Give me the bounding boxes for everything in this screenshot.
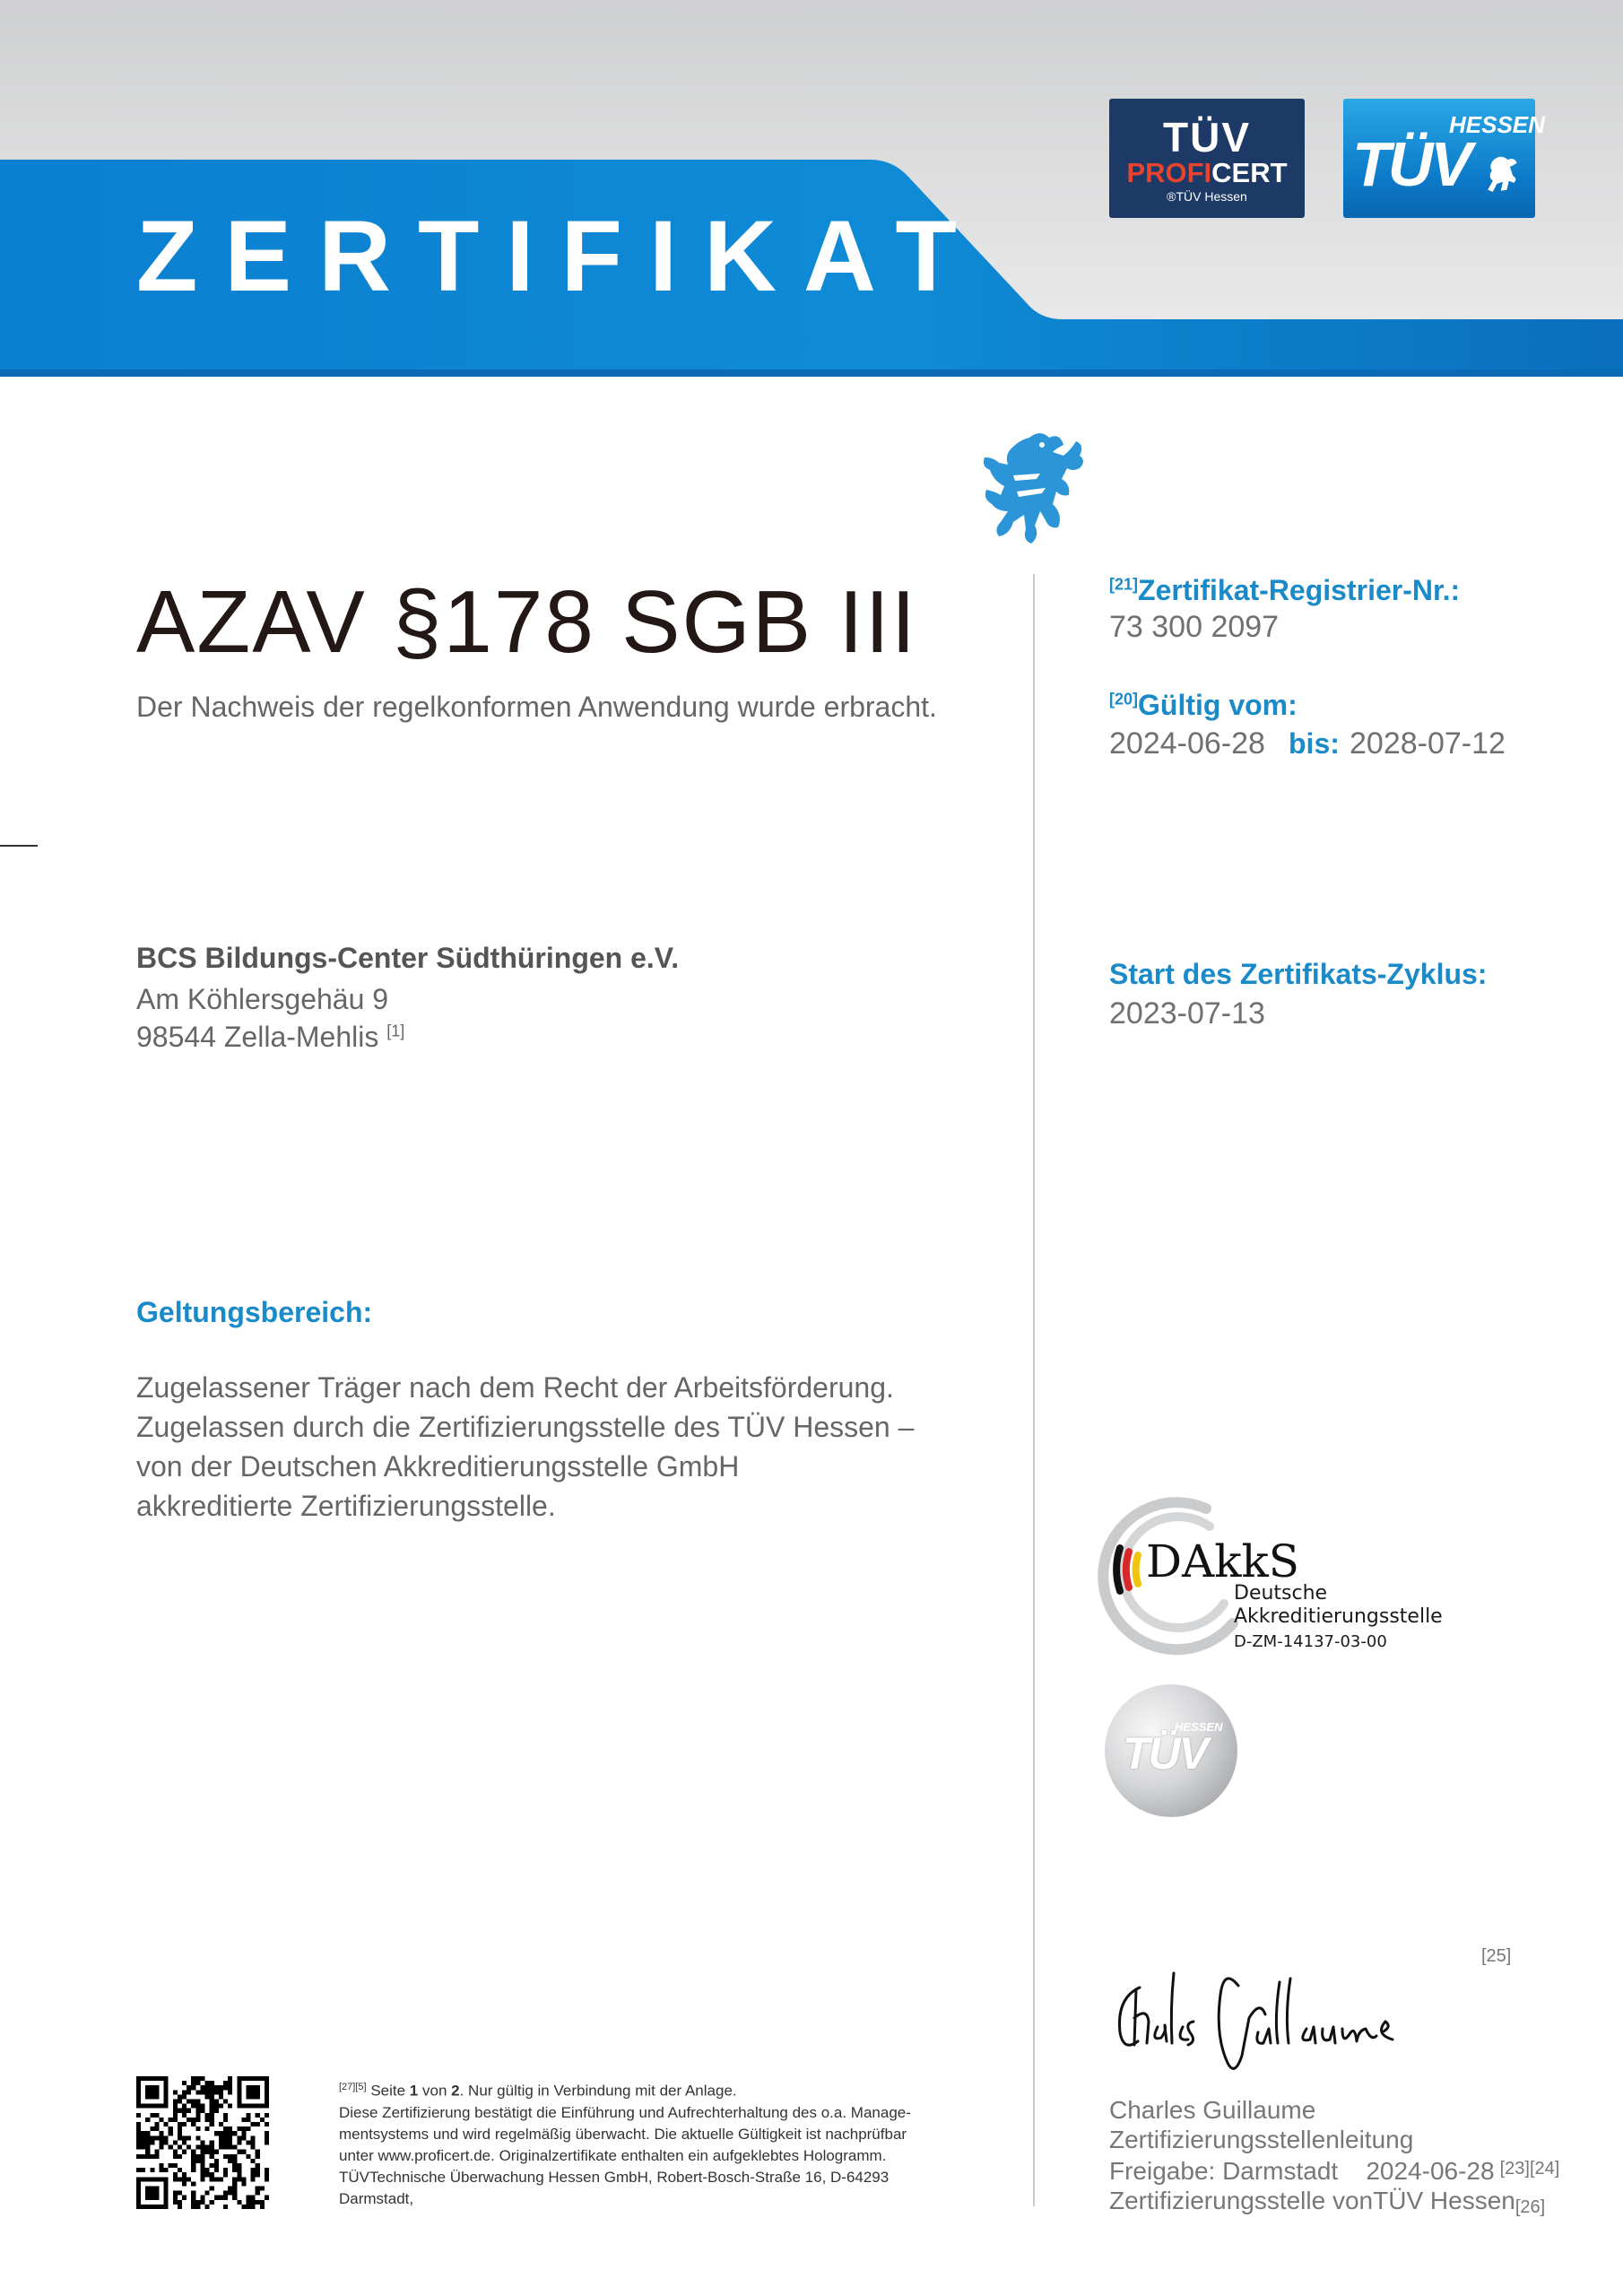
cycle-start-date: 2023-07-13 xyxy=(1109,996,1265,1031)
signer-role: Zertifizierungsstellenleitung xyxy=(1109,2126,1414,2153)
cycle-start-label: Start des Zertifikats-Zyklus: xyxy=(1109,958,1488,990)
organization-name: BCS Bildungs-Center Südthüringen e.V. xyxy=(136,942,680,974)
logo-line-tuv: TÜV xyxy=(1163,114,1251,161)
registration-number: 73 300 2097 xyxy=(1109,610,1280,644)
valid-until-date: 2028-07-12 xyxy=(1350,726,1506,761)
hologram-hessen: HESSEN xyxy=(1175,1720,1223,1734)
issuer-ref: [26] xyxy=(1515,2197,1546,2217)
footer-line-1 xyxy=(339,2076,1002,2102)
logo-cert: CERT xyxy=(1211,157,1288,188)
standard-title: AZAV §178 SGB III xyxy=(136,572,918,671)
dakks-code: D-ZM-14137-03-00 xyxy=(1234,1632,1387,1651)
qr-code xyxy=(136,2076,269,2209)
column-divider xyxy=(1033,574,1035,2206)
scope-text xyxy=(136,1368,914,1526)
hologram-seal xyxy=(1105,1684,1237,1817)
organization-city-ref: [1] xyxy=(386,1022,405,1040)
scope-line: von der Deutschen Akkreditierungsstelle GmbH xyxy=(136,1450,740,1483)
hologram-tuv: TÜV xyxy=(1123,1728,1207,1779)
issuer-line xyxy=(1109,2186,1559,2222)
footer-notice xyxy=(339,2076,1002,2210)
signer-name: Charles Guillaume xyxy=(1109,2096,1316,2124)
release-date: 2024-06-28 xyxy=(1366,2157,1495,2185)
valid-label-text: Gültig vom: xyxy=(1138,689,1298,721)
valid-from-date: 2024-06-28 xyxy=(1109,726,1265,761)
footer-ref: [27][5] xyxy=(339,2082,367,2092)
page-prefix: Seite xyxy=(370,2082,410,2100)
footer-line-4: unter www.proficert.de. Originalzertifikate enthalten ein aufgeklebtes Hologramm. xyxy=(339,2146,887,2164)
footer-line-1-rest: . Nur gültig in Verbindung mit der Anlage. xyxy=(459,2082,737,2100)
logo-hessen-text: HESSEN xyxy=(1449,111,1545,138)
organization-city xyxy=(136,1021,404,1054)
issuer-text: Zertifizierungsstelle vonTÜV Hessen xyxy=(1109,2187,1515,2214)
logo-profi: PROFI xyxy=(1126,157,1212,188)
scope-line: Zugelassener Träger nach dem Recht der Arbeitsförderung. xyxy=(136,1371,894,1404)
scope-line: akkreditierte Zertifizierungsstelle. xyxy=(136,1490,556,1522)
signature-ref: [25] xyxy=(1481,1946,1512,1966)
page-current: 1 xyxy=(409,2082,419,2100)
release-label: Freigabe: Darmstadt xyxy=(1109,2157,1339,2185)
dakks-line-2: Akkreditierungsstelle xyxy=(1234,1605,1443,1628)
tuv-proficert-logo xyxy=(1109,99,1305,218)
fold-mark xyxy=(0,845,38,847)
standard-subtitle: Der Nachweis der regelkonformen Anwendung wurde erbracht. xyxy=(136,691,937,723)
dakks-brand: DAkkS xyxy=(1146,1535,1300,1587)
scope-line: Zugelassen durch die Zertifizierungsstelle des TÜV Hessen – xyxy=(136,1411,915,1443)
lion-icon xyxy=(1478,151,1528,201)
lion-icon xyxy=(977,429,1089,547)
release-ref: [23][24] xyxy=(1499,2159,1560,2179)
valid-ref: [20] xyxy=(1109,690,1139,709)
certificate-heading: ZERTIFIKAT xyxy=(136,200,984,312)
logo-line-proficert xyxy=(1109,158,1305,188)
footer-line-2: Diese Zertifizierung bestätigt die Einführung und Aufrechterhaltung des o.a. Manage- xyxy=(339,2103,911,2121)
organization-street: Am Köhlersgehäu 9 xyxy=(136,983,389,1015)
footer-line-5: TÜVTechnische Überwachung Hessen GmbH, Robert-Bosch-Straße 16, D-64293 xyxy=(339,2168,890,2186)
valid-until-label: bis: xyxy=(1289,727,1340,760)
registration-ref: [21] xyxy=(1109,575,1139,594)
tuv-hessen-logo xyxy=(1343,99,1545,218)
logo-tuv-text: TÜV xyxy=(1352,129,1470,199)
registration-label-text: Zertifikat-Registrier-Nr.: xyxy=(1138,574,1461,606)
organization-city-text: 98544 Zella-Mehlis xyxy=(136,1021,379,1053)
valid-label xyxy=(1109,689,1298,722)
dakks-line-1: Deutsche xyxy=(1234,1582,1328,1605)
signature-image xyxy=(1107,1955,1412,2090)
page-mid: von xyxy=(418,2082,452,2100)
footer-line-6: Darmstadt, xyxy=(339,2189,414,2207)
signature-block xyxy=(1109,2095,1559,2222)
scope-label: Geltungsbereich: xyxy=(136,1296,373,1328)
release-line xyxy=(1109,2154,1559,2186)
page-total: 2 xyxy=(451,2082,460,2100)
footer-line-3: mentsystems und wird regelmäßig überwacht. Die aktuelle Gültigkeit ist nachprüfbar xyxy=(339,2125,907,2143)
registration-label xyxy=(1109,574,1460,607)
logo-line-tuv-hessen: ®TÜV Hessen xyxy=(1167,189,1247,204)
